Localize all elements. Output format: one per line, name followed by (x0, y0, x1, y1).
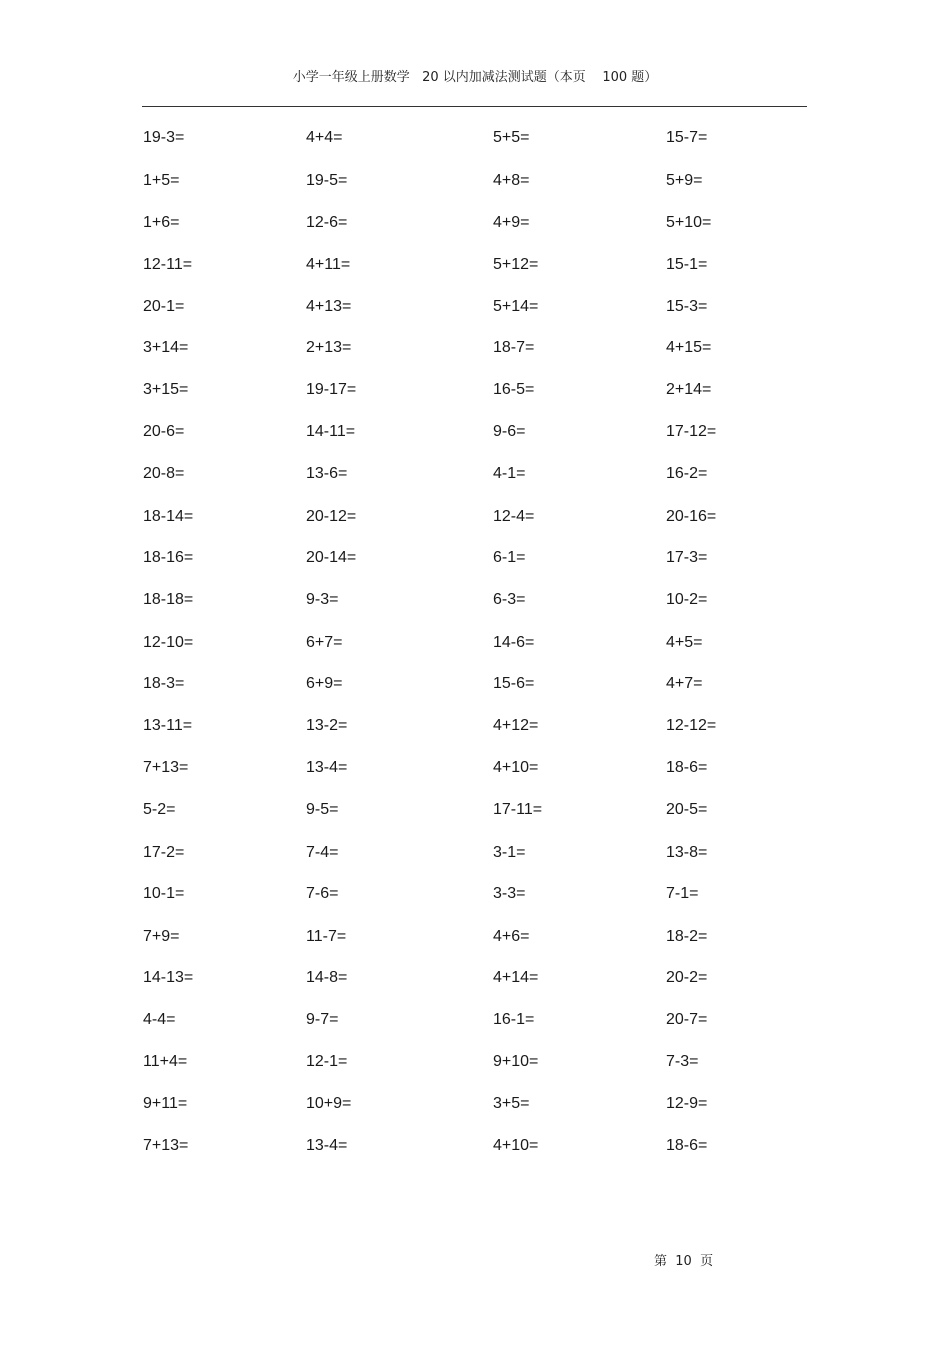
math-problem: 4+12= (493, 717, 539, 734)
math-problem: 19-17= (306, 381, 357, 398)
math-problem: 17-12= (666, 423, 717, 440)
math-problem: 18-6= (666, 1137, 708, 1154)
math-problem: 4+10= (493, 1137, 539, 1154)
math-problem: 4+15= (666, 339, 712, 356)
page-header-title: 小学一年级上册数学 20 以内加减法测试题（本页 100 题） (292, 70, 658, 85)
math-problem: 15-1= (666, 256, 708, 273)
math-problem: 17-2= (143, 844, 185, 861)
math-problem: 13-2= (306, 717, 348, 734)
math-problem: 13-11= (143, 717, 193, 734)
math-problem: 5+5= (493, 129, 530, 146)
problem-row (0, 297, 950, 319)
math-problem: 13-8= (666, 844, 708, 861)
math-problem: 12-6= (306, 214, 348, 231)
math-problem: 6-1= (493, 549, 526, 566)
math-problem: 4+6= (493, 928, 530, 945)
math-problem: 3-3= (493, 885, 526, 902)
math-problem: 5+9= (666, 172, 703, 189)
math-problem: 6-3= (493, 591, 526, 608)
problem-row (0, 422, 950, 444)
math-problem: 20-14= (306, 549, 357, 566)
math-problem: 4+7= (666, 675, 703, 692)
math-problem: 18-16= (143, 549, 194, 566)
math-problem: 4+11= (306, 256, 351, 273)
math-problem: 7-1= (666, 885, 699, 902)
math-problem: 16-5= (493, 381, 535, 398)
problem-row (0, 633, 950, 655)
math-problem: 4+5= (666, 634, 703, 651)
problem-row (0, 927, 950, 949)
math-problem: 14-8= (306, 969, 348, 986)
math-problem: 11+4= (143, 1053, 188, 1070)
math-problem: 5+12= (493, 256, 539, 273)
math-problem: 9+10= (493, 1053, 539, 1070)
math-problem: 19-3= (143, 129, 185, 146)
math-problem: 13-4= (306, 759, 348, 776)
math-problem: 5-2= (143, 801, 176, 818)
math-problem: 9-3= (306, 591, 339, 608)
math-problem: 20-7= (666, 1011, 708, 1028)
problem-row (0, 800, 950, 822)
math-problem: 14-11= (306, 423, 356, 440)
math-problem: 16-2= (666, 465, 708, 482)
math-problem: 4+9= (493, 214, 530, 231)
math-problem: 4+13= (306, 298, 352, 315)
math-problem: 10-2= (666, 591, 708, 608)
math-problem: 20-5= (666, 801, 708, 818)
problem-row (0, 548, 950, 570)
problem-row (0, 758, 950, 780)
math-problem: 10+9= (306, 1095, 352, 1112)
problem-row (0, 464, 950, 486)
problem-row (0, 843, 950, 865)
math-problem: 11-7= (306, 928, 347, 945)
math-problem: 9-5= (306, 801, 339, 818)
problem-row (0, 884, 950, 906)
math-problem: 7+13= (143, 759, 189, 776)
math-problem: 14-13= (143, 969, 194, 986)
problem-row (0, 716, 950, 738)
problem-row (0, 674, 950, 696)
math-problem: 14-6= (493, 634, 535, 651)
math-problem: 4+10= (493, 759, 539, 776)
math-problem: 4+4= (306, 129, 343, 146)
math-problem: 1+6= (143, 214, 180, 231)
problem-row (0, 255, 950, 277)
math-problem: 17-11= (493, 801, 543, 818)
math-problem: 15-3= (666, 298, 708, 315)
math-problem: 9-7= (306, 1011, 339, 1028)
math-problem: 7+9= (143, 928, 180, 945)
math-problem: 3+15= (143, 381, 189, 398)
math-problem: 3+14= (143, 339, 189, 356)
math-problem: 7-6= (306, 885, 339, 902)
math-problem: 5+10= (666, 214, 712, 231)
math-problem: 16-1= (493, 1011, 535, 1028)
math-problem: 7+13= (143, 1137, 189, 1154)
math-problem: 18-7= (493, 339, 535, 356)
math-problem: 12-11= (143, 256, 193, 273)
math-problem: 17-3= (666, 549, 708, 566)
math-problem: 20-12= (306, 508, 357, 525)
math-problem: 3-1= (493, 844, 526, 861)
problem-row (0, 171, 950, 193)
math-problem: 20-2= (666, 969, 708, 986)
math-problem: 12-1= (306, 1053, 348, 1070)
math-problem: 9+11= (143, 1095, 188, 1112)
problem-row (0, 213, 950, 235)
math-problem: 18-3= (143, 675, 185, 692)
math-problem: 20-6= (143, 423, 185, 440)
math-problem: 13-6= (306, 465, 348, 482)
math-problem: 4-1= (493, 465, 526, 482)
math-problem: 7-3= (666, 1053, 699, 1070)
math-problem: 12-12= (666, 717, 717, 734)
math-problem: 15-7= (666, 129, 708, 146)
math-problem: 4-4= (143, 1011, 176, 1028)
math-problem: 19-5= (306, 172, 348, 189)
math-problem: 18-18= (143, 591, 194, 608)
math-problem: 6+7= (306, 634, 343, 651)
problem-row (0, 128, 950, 150)
math-problem: 20-16= (666, 508, 717, 525)
math-problem: 12-10= (143, 634, 194, 651)
problem-row (0, 338, 950, 360)
math-problem: 6+9= (306, 675, 343, 692)
math-problem: 2+14= (666, 381, 712, 398)
math-problem: 12-4= (493, 508, 535, 525)
math-problem: 7-4= (306, 844, 339, 861)
math-problem: 18-14= (143, 508, 194, 525)
math-problem: 18-6= (666, 759, 708, 776)
problem-row (0, 968, 950, 990)
math-problem: 13-4= (306, 1137, 348, 1154)
math-problem: 4+14= (493, 969, 539, 986)
math-problem: 1+5= (143, 172, 180, 189)
math-problem: 15-6= (493, 675, 535, 692)
math-problem: 20-1= (143, 298, 185, 315)
problem-row (0, 1094, 950, 1116)
math-problem: 20-8= (143, 465, 185, 482)
math-problem: 9-6= (493, 423, 526, 440)
problem-row (0, 590, 950, 612)
math-problem: 2+13= (306, 339, 352, 356)
problem-row (0, 1010, 950, 1032)
problem-row (0, 380, 950, 402)
math-problem: 12-9= (666, 1095, 708, 1112)
problem-row (0, 507, 950, 529)
math-problem: 4+8= (493, 172, 530, 189)
math-problem: 5+14= (493, 298, 539, 315)
math-problem: 10-1= (143, 885, 185, 902)
problem-row (0, 1136, 950, 1158)
math-problem: 18-2= (666, 928, 708, 945)
page-number: 第 10 页 (654, 1254, 714, 1269)
math-problem: 3+5= (493, 1095, 530, 1112)
problem-row (0, 1052, 950, 1074)
